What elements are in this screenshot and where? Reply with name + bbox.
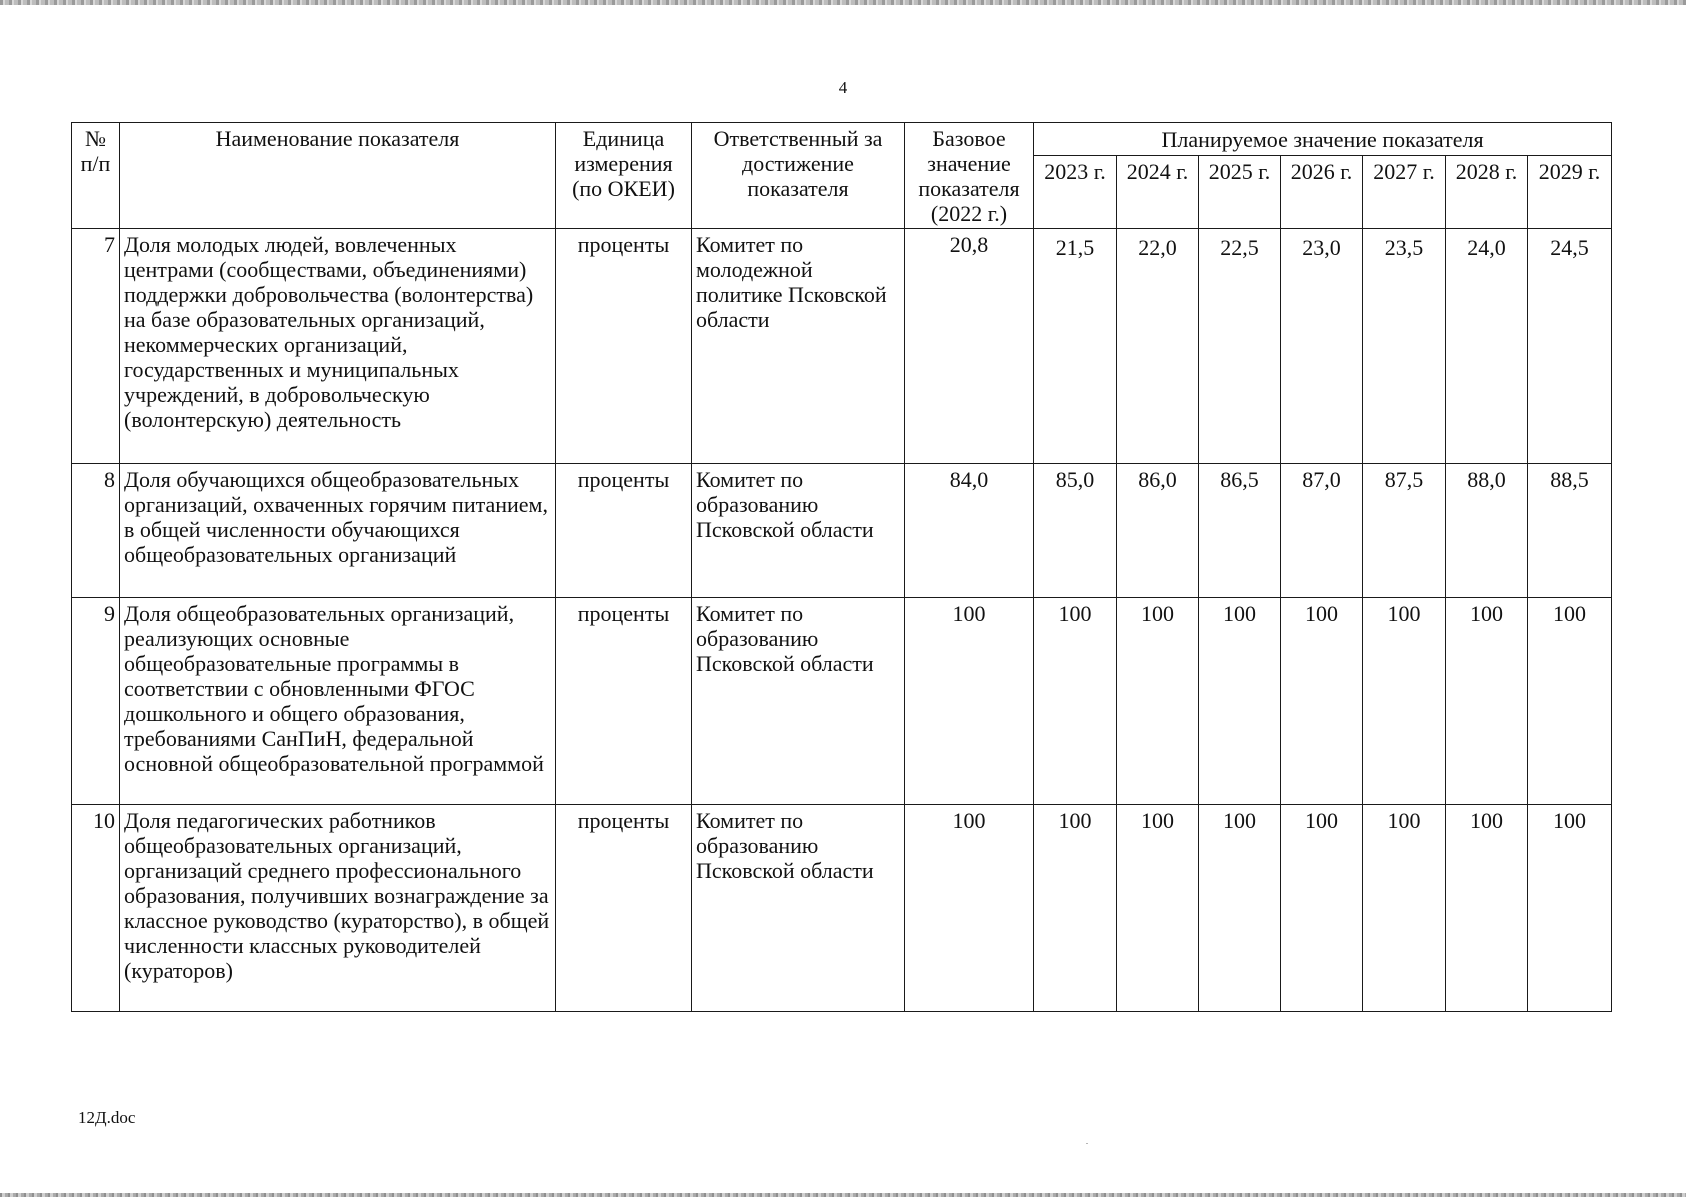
header-no: № п/п bbox=[72, 123, 120, 229]
indicator-name: Доля молодых людей, вовлеченных центрами (сообществами, объединениями) поддержки добровольчества (волонтерства) на базе образовательных организаций, некоммерческих организаций, государственных и муниципальных учреждений, в добровольческую (волонтерскую) деятельность bbox=[120, 229, 556, 464]
planned-value: 100 bbox=[1446, 805, 1528, 1012]
indicator-name: Доля обучающихся общеобразовательных организаций, охваченных горячим питанием, в общей численности обучающихся общеобразовательных организаций bbox=[120, 464, 556, 598]
planned-value: 100 bbox=[1034, 805, 1117, 1012]
header-year: 2023 г. bbox=[1034, 156, 1117, 229]
planned-value: 100 bbox=[1281, 805, 1363, 1012]
planned-value: 100 bbox=[1363, 598, 1446, 805]
planned-value: 100 bbox=[1528, 598, 1612, 805]
header-year: 2026 г. bbox=[1281, 156, 1363, 229]
scan-edge-bottom bbox=[0, 1193, 1686, 1197]
unit-cell: проценты bbox=[556, 598, 692, 805]
table-row bbox=[72, 464, 1612, 598]
planned-value: 100 bbox=[1117, 598, 1199, 805]
header-unit: Единица измерения (по ОКЕИ) bbox=[556, 123, 692, 229]
indicators-table bbox=[71, 122, 1612, 1012]
header-year: 2029 г. bbox=[1528, 156, 1612, 229]
header-year: 2028 г. bbox=[1446, 156, 1528, 229]
header-row bbox=[72, 123, 1612, 156]
header-year: 2024 г. bbox=[1117, 156, 1199, 229]
footer-file-name: 12Д.doc bbox=[78, 1108, 136, 1127]
planned-value: 86,0 bbox=[1117, 464, 1199, 598]
row-number: 10 bbox=[72, 805, 120, 1012]
planned-value: 86,5 bbox=[1199, 464, 1281, 598]
header-name: Наименование показателя bbox=[120, 123, 556, 229]
planned-value: 22,0 bbox=[1117, 229, 1199, 464]
unit-cell: проценты bbox=[556, 464, 692, 598]
planned-value: 22,5 bbox=[1199, 229, 1281, 464]
header-planned: Планируемое значение показателя bbox=[1034, 123, 1612, 156]
row-number: 9 bbox=[72, 598, 120, 805]
planned-value: 21,5 bbox=[1034, 229, 1117, 464]
responsible-cell: Комитет по образованию Псковской области bbox=[692, 598, 905, 805]
planned-value: 23,0 bbox=[1281, 229, 1363, 464]
planned-value: 100 bbox=[1117, 805, 1199, 1012]
indicator-name: Доля педагогических работников общеобразовательных организаций, организаций среднего профессионального образования, получивших вознаграждение за классное руководство (кураторство), в общей численности классных руководителей (кураторов) bbox=[120, 805, 556, 1012]
base-value: 100 bbox=[905, 805, 1034, 1012]
table-row bbox=[72, 598, 1612, 805]
unit-cell: проценты bbox=[556, 229, 692, 464]
responsible-cell: Комитет по образованию Псковской области bbox=[692, 805, 905, 1012]
row-number: 7 bbox=[72, 229, 120, 464]
responsible-cell: Комитет по молодежной политике Псковской области bbox=[692, 229, 905, 464]
planned-value: 24,0 bbox=[1446, 229, 1528, 464]
planned-value: 100 bbox=[1199, 805, 1281, 1012]
planned-value: 23,5 bbox=[1363, 229, 1446, 464]
planned-value: 87,5 bbox=[1363, 464, 1446, 598]
planned-value: 85,0 bbox=[1034, 464, 1117, 598]
planned-value: 100 bbox=[1528, 805, 1612, 1012]
indicator-name: Доля общеобразовательных организаций, реализующих основные общеобразовательные программы в соответствии с обновленными ФГОС дошкольного и общего образования, требованиями СанПиН, федеральной основной общеобразовательной программой bbox=[120, 598, 556, 805]
base-value: 84,0 bbox=[905, 464, 1034, 598]
base-value: 20,8 bbox=[905, 229, 1034, 464]
planned-value: 87,0 bbox=[1281, 464, 1363, 598]
header-year: 2025 г. bbox=[1199, 156, 1281, 229]
responsible-cell: Комитет по образованию Псковской области bbox=[692, 464, 905, 598]
scan-edge-top bbox=[0, 0, 1686, 5]
header-base: Базовое значение показателя (2022 г.) bbox=[905, 123, 1034, 229]
planned-value: 100 bbox=[1034, 598, 1117, 805]
planned-value: 100 bbox=[1281, 598, 1363, 805]
planned-value: 88,0 bbox=[1446, 464, 1528, 598]
header-responsible: Ответственный за достижение показателя bbox=[692, 123, 905, 229]
scan-speck bbox=[1086, 1143, 1088, 1144]
planned-value: 100 bbox=[1363, 805, 1446, 1012]
page-number: 4 bbox=[838, 78, 848, 97]
header-year: 2027 г. bbox=[1363, 156, 1446, 229]
base-value: 100 bbox=[905, 598, 1034, 805]
planned-value: 100 bbox=[1199, 598, 1281, 805]
row-number: 8 bbox=[72, 464, 120, 598]
table-row bbox=[72, 229, 1612, 464]
planned-value: 100 bbox=[1446, 598, 1528, 805]
table-row bbox=[72, 805, 1612, 1012]
unit-cell: проценты bbox=[556, 805, 692, 1012]
planned-value: 88,5 bbox=[1528, 464, 1612, 598]
planned-value: 24,5 bbox=[1528, 229, 1612, 464]
